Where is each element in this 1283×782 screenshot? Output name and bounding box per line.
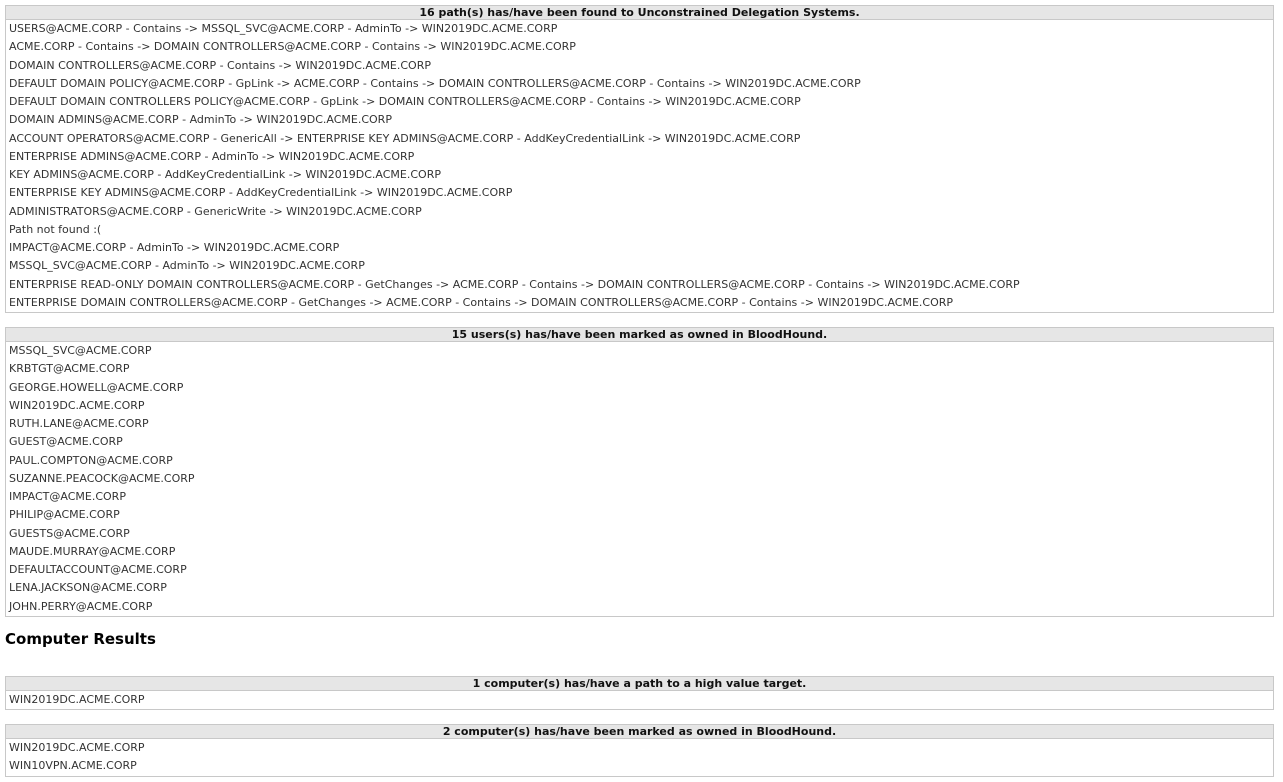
table-row: ACCOUNT OPERATORS@ACME.CORP - GenericAll -> ENTERPRISE KEY ADMINS@ACME.CORP - AddKeyCredentialLink -> WIN2019DC.ACME.CORP	[9, 131, 801, 145]
owned-computers-table	[5, 724, 1274, 777]
table-row: USERS@ACME.CORP - Contains -> MSSQL_SVC@ACME.CORP - AdminTo -> WIN2019DC.ACME.CORP	[9, 22, 558, 35]
table-row: GUESTS@ACME.CORP	[9, 526, 130, 540]
table-row: LENA.JACKSON@ACME.CORP	[9, 581, 167, 595]
table-row: IMPACT@ACME.CORP	[9, 490, 126, 503]
table-header: 15 users(s) has/have been marked as owned in BloodHound.	[6, 328, 1273, 342]
unconstrained-delegation-table	[5, 5, 1274, 313]
table-row: SUZANNE.PEACOCK@ACME.CORP	[9, 471, 195, 485]
table-header: 1 computer(s) has/have a path to a high value target.	[6, 677, 1273, 691]
table-row: DOMAIN CONTROLLERS@ACME.CORP - Contains -> WIN2019DC.ACME.CORP	[9, 58, 431, 72]
table-row: WIN10VPN.ACME.CORP	[9, 759, 137, 773]
table-row: DEFAULTACCOUNT@ACME.CORP	[9, 563, 187, 576]
table-row: WIN2019DC.ACME.CORP	[9, 741, 145, 754]
hvt-computers-table	[5, 676, 1274, 710]
table-row: IMPACT@ACME.CORP - AdminTo -> WIN2019DC.ACME.CORP	[9, 241, 340, 254]
table-row: GEORGE.HOWELL@ACME.CORP	[9, 380, 184, 394]
table-row: DEFAULT DOMAIN POLICY@ACME.CORP - GpLink -> ACME.CORP - Contains -> DOMAIN CONTROLLERS@ACME.CORP - Contains -> WIN2019DC.ACME.CORP	[9, 76, 861, 90]
table-row: MSSQL_SVC@ACME.CORP	[9, 344, 152, 357]
table-row: ENTERPRISE READ-ONLY DOMAIN CONTROLLERS@ACME.CORP - GetChanges -> ACME.CORP - Contains -> DOMAIN CONTROLLERS@ACME.CORP - Contains -> WIN2019DC.ACME.CORP	[9, 277, 1020, 291]
table-row: RUTH.LANE@ACME.CORP	[9, 417, 149, 430]
table-row: DOMAIN ADMINS@ACME.CORP - AdminTo -> WIN2019DC.ACME.CORP	[9, 113, 392, 127]
table-row: WIN2019DC.ACME.CORP	[9, 398, 145, 412]
table-row: PAUL.COMPTON@ACME.CORP	[9, 453, 173, 467]
table-row: PHILIP@ACME.CORP	[9, 508, 120, 522]
table-row: WIN2019DC.ACME.CORP	[9, 693, 145, 706]
table-row: ENTERPRISE KEY ADMINS@ACME.CORP - AddKeyCredentialLink -> WIN2019DC.ACME.CORP	[9, 186, 513, 200]
table-row: KEY ADMINS@ACME.CORP - AddKeyCredentialLink -> WIN2019DC.ACME.CORP	[9, 168, 441, 181]
table-row: Path not found :(	[9, 222, 102, 236]
table-row: ADMINISTRATORS@ACME.CORP - GenericWrite -> WIN2019DC.ACME.CORP	[9, 204, 422, 218]
table-row: ACME.CORP - Contains -> DOMAIN CONTROLLERS@ACME.CORP - Contains -> WIN2019DC.ACME.CORP	[9, 40, 576, 54]
table-header: 2 computer(s) has/have been marked as owned in BloodHound.	[6, 725, 1273, 739]
table-row: KRBTGT@ACME.CORP	[9, 362, 130, 376]
table-row: GUEST@ACME.CORP	[9, 435, 123, 449]
table-row: JOHN.PERRY@ACME.CORP	[9, 599, 153, 613]
table-row: DEFAULT DOMAIN CONTROLLERS POLICY@ACME.CORP - GpLink -> DOMAIN CONTROLLERS@ACME.CORP - Contains -> WIN2019DC.ACME.CORP	[9, 95, 801, 108]
table-row: MSSQL_SVC@ACME.CORP - AdminTo -> WIN2019DC.ACME.CORP	[9, 259, 365, 273]
table-row: MAUDE.MURRAY@ACME.CORP	[9, 544, 176, 558]
table-row: ENTERPRISE ADMINS@ACME.CORP - AdminTo -> WIN2019DC.ACME.CORP	[9, 149, 415, 163]
computer-results-heading: Computer Results	[5, 630, 156, 648]
owned-users-table	[5, 327, 1274, 617]
table-row: ENTERPRISE DOMAIN CONTROLLERS@ACME.CORP - GetChanges -> ACME.CORP - Contains -> DOMAIN CONTROLLERS@ACME.CORP - Contains -> WIN2019DC.ACME.CORP	[9, 295, 954, 309]
table-header: 16 path(s) has/have been found to Unconstrained Delegation Systems.	[6, 6, 1273, 20]
